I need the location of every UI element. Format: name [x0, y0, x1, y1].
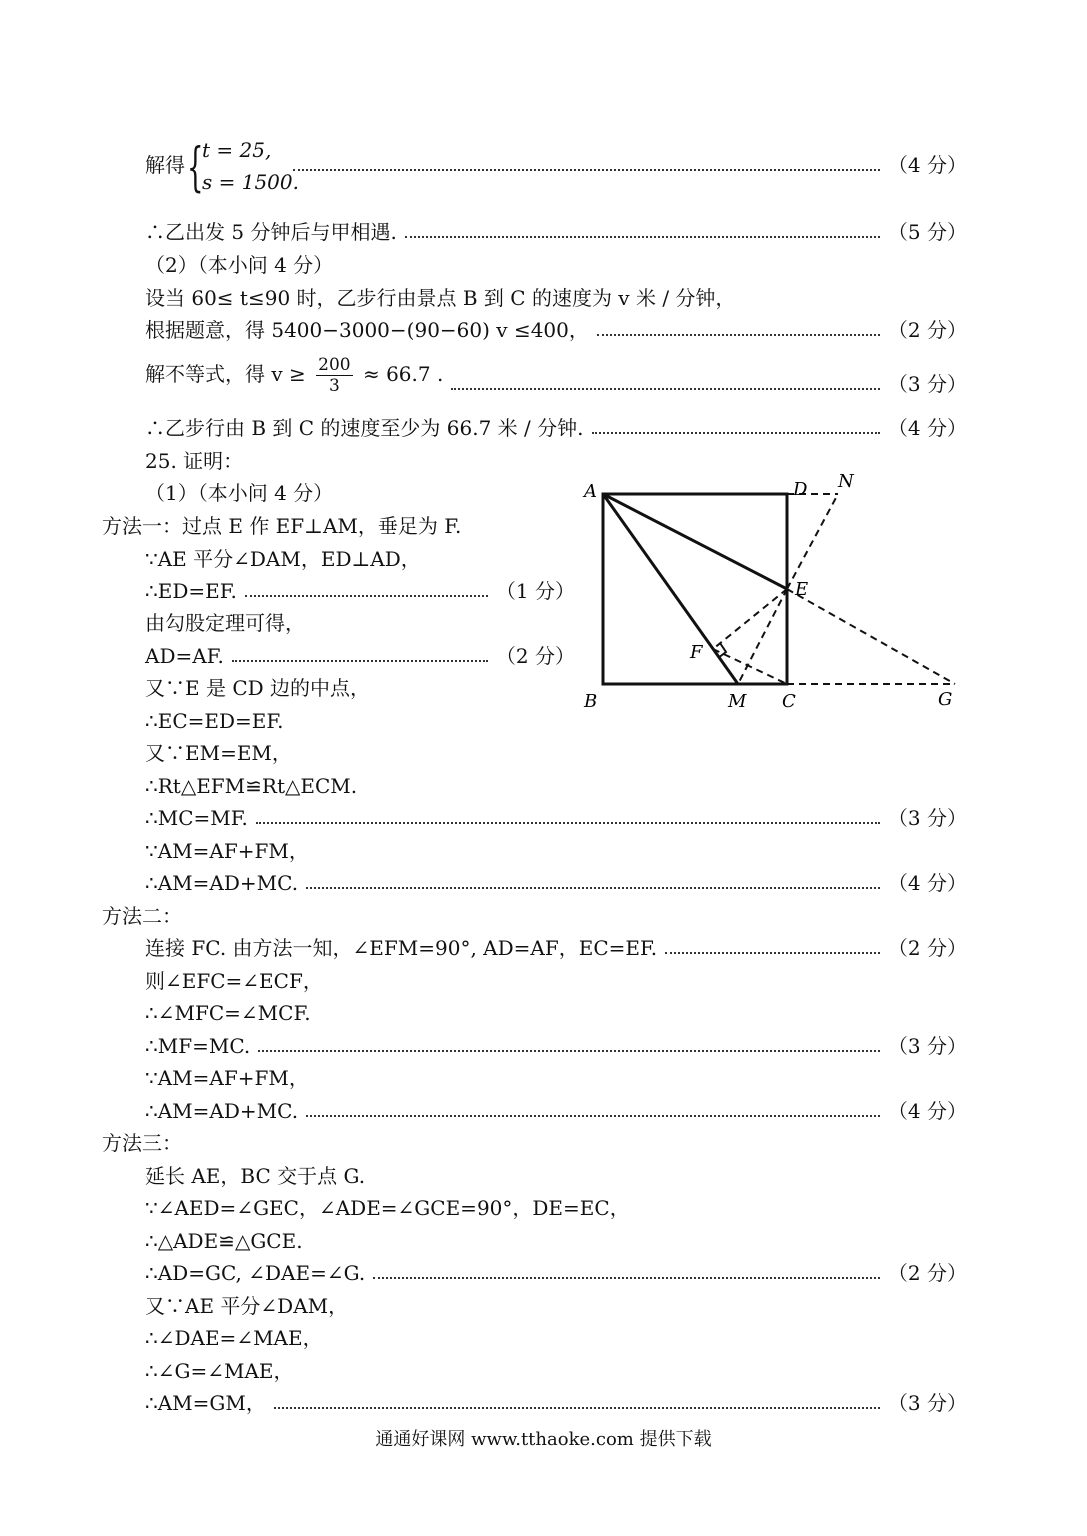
- method3-title: 方法三：: [102, 1131, 182, 1155]
- method2-line-scored: ∴MF=MC. （3 分）: [145, 1034, 967, 1058]
- method1-line-scored: ∴AM=AD+MC. （4 分）: [145, 871, 967, 895]
- geometry-figure: [570, 465, 970, 725]
- label-f: F: [690, 642, 703, 663]
- segment-am: [603, 494, 738, 684]
- method1-line: ∵AM=AF+FM，: [145, 839, 309, 863]
- label-d: D: [793, 479, 808, 500]
- method3-line: ∴△ADE≌△GCE.: [145, 1229, 303, 1253]
- method2-line-scored: 连接 FC. 由方法一知，∠EFM=90°, AD=AF，EC=EF. （2 分）: [145, 936, 967, 960]
- dot-leader: [451, 388, 880, 390]
- equation-t: t = 25,: [202, 138, 272, 162]
- solve-prefix: 解得: [145, 153, 185, 177]
- q24-line-conclusion: ∴乙步行由 B 到 C 的速度至少为 66.7 米 / 分钟. （4 分）: [145, 416, 967, 440]
- method2-title: 方法二：: [102, 904, 182, 928]
- dashed-en: [787, 494, 838, 589]
- method2-line-scored: ∴AM=AD+MC. （4 分）: [145, 1099, 967, 1123]
- method1-line-scored: ∴MC=MF. （3 分）: [145, 806, 967, 830]
- dot-leader: [665, 952, 880, 954]
- method1-line: ∴EC=ED=EF.: [145, 709, 284, 733]
- dot-leader: [293, 169, 880, 171]
- dashed-eg: [787, 589, 955, 684]
- q24-line-assume: 设当 60≤ t≤90 时，乙步行由景点 B 到 C 的速度为 v 米 / 分钟，: [145, 286, 736, 310]
- dot-leader: [274, 1407, 880, 1409]
- label-m: M: [728, 691, 747, 712]
- label-g: G: [938, 689, 953, 710]
- segment-ae: [603, 494, 787, 589]
- method2-line: 则∠EFC=∠ECF，: [145, 969, 323, 993]
- method3-line-scored: ∴AD=GC, ∠DAE=∠G. （2 分）: [145, 1261, 967, 1285]
- method1-line: 又∵EM=EM，: [145, 741, 292, 765]
- method3-line-scored: ∴AM=GM， （3 分）: [145, 1391, 967, 1415]
- dot-leader: [597, 334, 880, 336]
- dot-leader: [592, 432, 880, 434]
- page-footer: 通通好课网 www.tthaoke.com 提供下载: [375, 1429, 712, 1450]
- dot-leader: [256, 822, 880, 824]
- method3-line: ∵∠AED=∠GEC，∠ADE=∠GCE=90°，DE=EC，: [145, 1196, 630, 1220]
- method2-line: ∴∠MFC=∠MCF.: [145, 1001, 311, 1025]
- method3-line: ∴∠G=∠MAE，: [145, 1359, 294, 1383]
- q25-part1-heading: （1）（本小问 4 分）: [145, 481, 334, 505]
- dot-leader: [258, 1050, 880, 1052]
- method1-line: 由勾股定理可得，: [145, 611, 305, 635]
- dot-leader: [245, 595, 488, 597]
- method3-line: 延长 AE，BC 交于点 G.: [145, 1164, 366, 1188]
- dashed-ef: [713, 589, 787, 649]
- label-n: N: [838, 471, 854, 492]
- method1-title: 方法一：过点 E 作 EF⊥AM，垂足为 F.: [102, 514, 462, 538]
- answer-line-meet: ∴乙出发 5 分钟后与甲相遇. （5 分）: [145, 220, 967, 244]
- method1-line-scored: ∴ED=EF. （1 分）: [145, 579, 575, 603]
- fraction: $\frac{200}{3}$: [318, 355, 351, 396]
- dot-leader: [306, 887, 880, 889]
- equation-s: s = 1500.: [202, 170, 299, 194]
- label-a: A: [584, 481, 597, 502]
- q24-line-inequality: 根据题意，得 5400−3000−(90−60) v ≤400， （2 分）: [145, 318, 967, 342]
- q25-heading: 25. 证明：: [145, 449, 244, 473]
- part2-heading: （2）（本小问 4 分）: [145, 253, 334, 277]
- label-b: B: [584, 691, 598, 712]
- dot-leader: [306, 1115, 880, 1117]
- label-e: E: [795, 579, 809, 600]
- method2-line: ∵AM=AF+FM，: [145, 1066, 309, 1090]
- method3-line: ∴∠DAE=∠MAE，: [145, 1326, 323, 1350]
- q24-line-solve-inequality: 解不等式，得 v ≥ $\frac{200}{3}$ ≈ 66.7 . （3 分）: [145, 355, 967, 396]
- score-row-1: [285, 153, 967, 177]
- method3-line: 又∵AE 平分∠DAM，: [145, 1294, 349, 1318]
- label-c: C: [782, 691, 796, 712]
- system-brace: {: [187, 138, 204, 198]
- method1-line-scored: AD=AF. （2 分）: [145, 644, 575, 668]
- dashed-em: [738, 589, 787, 684]
- dot-leader: [405, 236, 880, 238]
- dot-leader: [373, 1277, 880, 1279]
- dot-leader: [232, 660, 488, 662]
- method1-line: 又∵E 是 CD 边的中点，: [145, 676, 371, 700]
- score: （4 分）: [887, 153, 967, 177]
- method1-line: ∴Rt△EFM≌Rt△ECM.: [145, 774, 358, 798]
- method1-line: ∵AE 平分∠DAM，ED⊥AD，: [145, 547, 421, 571]
